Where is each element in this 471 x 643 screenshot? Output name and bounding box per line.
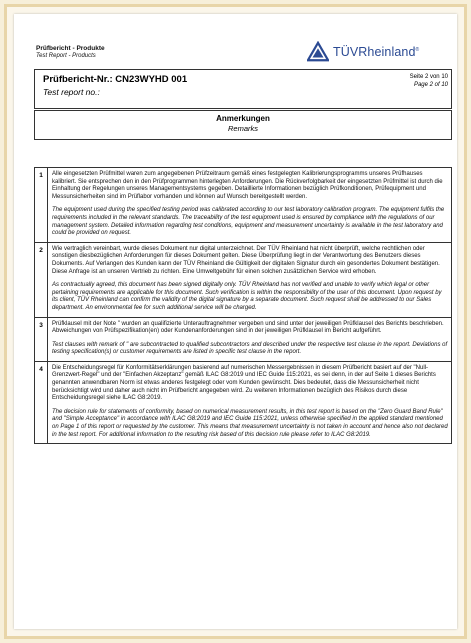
remark-text-en: Test clauses with remark of " are subcontracted to qualified subcontractors and described under the respective test clause in the report. Deviations of testing specification(s) or customer requirements are listed in specific test clause in the report. [52, 341, 448, 356]
header-title: Prüfbericht - Produkte [36, 45, 105, 52]
tuv-triangle-icon [307, 41, 329, 63]
remark-number: 2 [35, 243, 48, 317]
report-number: Prüfbericht-Nr.: CN23WYHD 001 [43, 74, 188, 85]
remarks-header [34, 110, 452, 140]
remark-row [35, 168, 451, 243]
page-number: Seite 2 von 10 [409, 74, 448, 80]
remark-text-de: Alle eingesetzten Prüfmittel waren zum angegebenen Prüfzeitraum gemäß eines festgelegten Kalibrierungsprogramms unseres Prüfhauses kalibriert. Sie entsprechen den in den Prüfprogrammen hinterlegten Anforderungen. Die Rückverfolgbarkeit der eingesetzten Prüfmittel ist durch die Einhaltung der Regelungen unseres Managementsystems gegeben. Detaillierte Informationen bezüglich Prüfkonditionen, Prüfequipment und Messunsicherheiten sind im Prüflabor vorhanden und können auf Wunsch bereitgestellt werden. [52, 171, 443, 200]
remark-text-de: Die Entscheidungsregel für Konformitätserklärungen basierend auf numerischen Messergebnissen in diesem Prüfbericht basiert auf der "Null-Grenzwert-Regel" und der "Einfachen Akzeptanz" gemäß ILAC G8:2019 und IEC Guide 115:2021, es sei denn, in der auf Seite 1 dieses Berichts genannten anwendbaren Norm ist etwas anderes festgelegt oder vom Kunden gewünscht. Dies bedeutet, dass die Messunsicherheit nicht berücksichtigt wird und daher auch nicht im Prüfbericht angegeben wird. Zu weiteren Informationen bezüglich des Risikos durch diese Entscheidungsregel siehe ILAC G8:2019. [52, 364, 436, 402]
header-subtitle: Test Report - Products [36, 53, 96, 59]
remark-text [48, 168, 451, 242]
document-page [14, 14, 457, 629]
remark-text-de: Prüfklausel mit der Note " wurden an qualifizierte Unterauftragnehmer vergeben und sind unter der jeweiligen Prüfklausel des Berichts beschrieben. Abweichungen von Prüfspezifikation(en) oder Kundenanforderungen sind in der jeweiligen Prüfklausel im Bericht aufgeführt. [52, 320, 444, 335]
remarks-table [34, 167, 452, 444]
tuv-logo [307, 40, 419, 64]
remark-row [35, 318, 451, 362]
remark-number: 4 [35, 362, 48, 443]
remark-text [48, 318, 451, 361]
remark-number: 1 [35, 168, 48, 242]
remark-text-en: The decision rule for statements of conformity, based on numerical measurement results, in this test report is based on the "Zero Guard Band Rule" and "Simple Acceptance" in accordance with ILAC G8:2019 and IEC Guide 115:2021, unless otherwise specified in the applied standard mentioned on Page 1 of this report or requested by the customer. This means that measurement uncertainty is not taken in account and hence also not declared in the test report. For additional information to the resulting risk based of this decision rule please refer to ILAC G8:2019. [52, 408, 448, 438]
logo-wordmark: TÜVRheinland® [333, 45, 420, 59]
remark-row [35, 362, 451, 443]
remark-text-en: As contractually agreed, this document has been signed digitally only. TÜV Rheinland has not verified and unable to verify which legal or other pertaining requirements are applicable for this document. Such verification is within the responsibility of the user of this document. Upon request by its client, TÜV Rheinland can confirm the validity of the digital signature by a separate document. Such request shall be addressed to our Sales department. An environmental fee for such additional service will be charged. [52, 282, 442, 311]
remark-text-de: Wie vertraglich vereinbart, wurde dieses Dokument nur digital unterzeichnet. Der TÜV Rheinland hat nicht überprüft, welche rechtlichen oder sonstigen diesbezüglichen Anforderungen für dieses Dokument gelten. Diese Überprüfung liegt in der Verantwortung des Benutzers dieses Dokuments. Auf Verlangen des Kunden kann der TÜV Rheinland die Gültigkeit der digitalen Signatur durch ein gesondertes Dokument bestätigen. Diese Anfrage ist an unseren Vertrieb zu richten. Eine Umweltgebühr für einen solchen zusätzlichen Service wird erhoben. [52, 245, 440, 275]
remark-text-en: The equipment used during the specified testing period was calibrated according to our test laboratory calibration program. The equipment fulfils the requirements included in the relevant standards. The traceability of the test equipment used is ensured by compliance with the regulations of our management system. Detailed information regarding test conditions, equipment and measurement uncertainty is available in the test laboratory and could be provided on request. [52, 207, 445, 237]
remark-text [48, 243, 451, 317]
remark-number: 3 [35, 318, 48, 361]
report-number-en: Test report no.: [43, 87, 100, 97]
remarks-subtitle: Remarks [227, 124, 258, 133]
remarks-title: Anmerkungen [216, 114, 270, 123]
report-number-box [34, 69, 452, 109]
page-number-en: Page 2 of 10 [413, 82, 448, 88]
remark-row [35, 243, 451, 318]
remark-text [48, 362, 451, 443]
